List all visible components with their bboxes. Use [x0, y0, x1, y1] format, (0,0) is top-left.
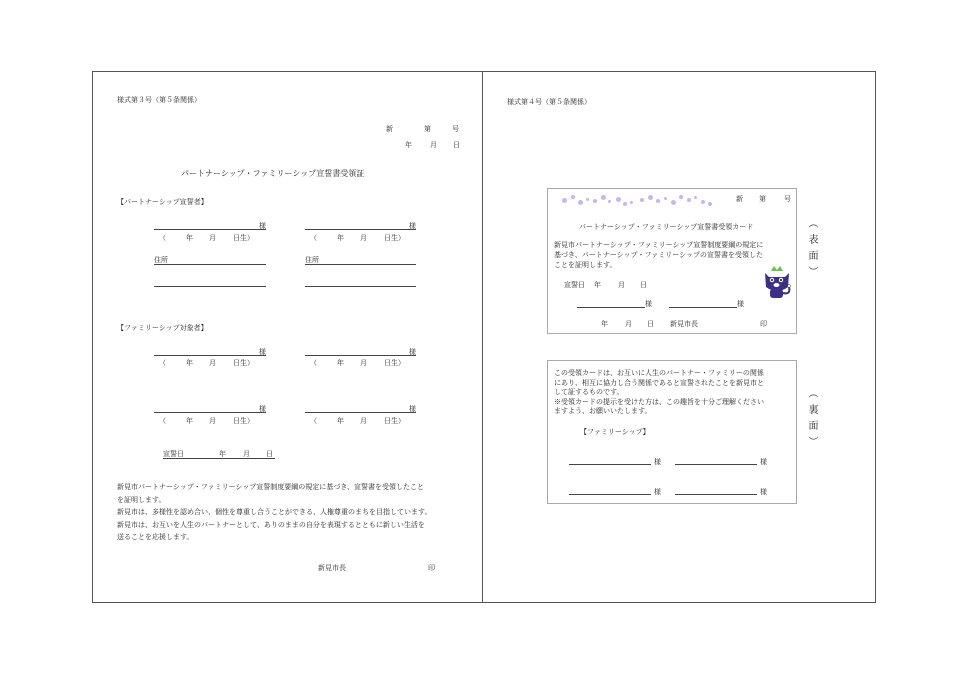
birth-open: （	[310, 359, 317, 367]
birth-open: （	[310, 234, 317, 242]
back-paragraph	[554, 369, 764, 417]
birth-year: 年	[337, 359, 344, 367]
back-side-label: （裏面）	[806, 388, 817, 452]
birth-day: 日生）	[233, 417, 254, 425]
decorative-dot	[648, 195, 653, 200]
back-card	[547, 360, 797, 504]
reg-go: 号	[784, 195, 791, 203]
decorative-dot	[616, 197, 621, 202]
sama: 様	[760, 458, 767, 466]
reg-new: 新	[386, 125, 393, 133]
address-label: 住所	[305, 256, 319, 264]
reg-go: 号	[452, 125, 459, 133]
oath-year: 年	[594, 281, 601, 289]
reg-dai: 第	[424, 125, 431, 133]
date-month: 月	[430, 141, 437, 149]
oath-month: 月	[618, 281, 625, 289]
birth-day: 日生）	[384, 417, 405, 425]
certificate-paragraph	[117, 481, 431, 544]
sama: 様	[259, 348, 266, 356]
decorative-dot	[623, 202, 627, 206]
paragraph-line: にあり、相互に協力し合う関係であると宣誓されたことを新見市と	[554, 378, 764, 387]
form-number-4: 様式第４号（第５条関係）	[507, 98, 591, 106]
sama: 様	[737, 300, 744, 308]
seal-label: 印	[760, 320, 767, 328]
birth-month: 月	[209, 417, 216, 425]
birth-month: 月	[360, 359, 367, 367]
mayor-label: 新見市長	[318, 564, 346, 572]
card-paragraph	[554, 240, 763, 270]
reg-new: 新	[736, 195, 743, 203]
birth-year: 年	[186, 359, 193, 367]
issue-year: 年	[601, 320, 608, 328]
decorative-dot	[701, 200, 705, 204]
birth-open: （	[159, 417, 166, 425]
decorative-dot	[708, 202, 712, 206]
front-card	[547, 188, 797, 334]
sama: 様	[654, 458, 661, 466]
card-title: パートナーシップ・ファミリーシップ宣誓書受領カード	[579, 223, 754, 231]
decorative-dot	[656, 199, 660, 203]
birth-year: 年	[337, 417, 344, 425]
front-side-label: （表面）	[806, 218, 817, 282]
oath-date-label: 宣誓日	[564, 281, 585, 289]
birth-year: 年	[186, 417, 193, 425]
paragraph-line: 基づき、パートナーシップ・ファミリーシップの宣誓書を受領した	[554, 251, 764, 259]
oath-month: 月	[243, 450, 250, 458]
decorative-dot	[630, 201, 633, 204]
sama: 様	[409, 348, 416, 356]
birth-day: 日生）	[233, 234, 254, 242]
date-day: 日	[453, 141, 460, 149]
birth-open: （	[159, 234, 166, 242]
sama: 様	[654, 488, 661, 496]
decorative-dot	[640, 198, 644, 202]
address-label: 住所	[154, 256, 168, 264]
paragraph-line: 新見市パートナーシップ・ファミリーシップ宣誓制度要綱の規定に基づき、宣誓書を受領したこと	[117, 483, 425, 491]
date-year: 年	[405, 141, 412, 149]
page-divider	[482, 71, 483, 603]
paragraph-line: して証するものです。	[554, 388, 624, 397]
oath-date-label: 宣誓日	[163, 450, 184, 458]
birth-year: 年	[337, 234, 344, 242]
decorative-dot	[687, 198, 691, 202]
decorative-dot	[664, 197, 667, 200]
birth-year: 年	[186, 234, 193, 242]
paragraph-line: 新見市は、多様性を認め合い、個性を尊重し合うことができる、人権尊重のまちを目指しています。	[117, 508, 432, 516]
decorative-dot	[586, 198, 589, 201]
reg-dai: 第	[759, 195, 766, 203]
form-number: 様式第３号（第５条関係）	[117, 96, 201, 104]
mascot-icon	[761, 265, 795, 301]
decorative-dot	[608, 200, 611, 203]
paragraph-line: 新見市は、お互いを人生のパートナーとして、ありのままの自分を表現するとともに新しい生活を	[117, 520, 425, 529]
birth-month: 月	[209, 359, 216, 367]
issue-month: 月	[625, 320, 632, 328]
birth-month: 月	[209, 234, 216, 242]
paragraph-line: ※受領カードの提示を受けた方は、この趣旨を十分ご理解ください	[554, 397, 764, 406]
decorative-dot	[571, 195, 575, 199]
birth-open: （	[159, 359, 166, 367]
paragraph-line: ことを証明します。	[554, 261, 617, 269]
oath-day: 日	[640, 281, 647, 289]
birth-month: 月	[360, 417, 367, 425]
section-partner: 【パートナーシップ宣誓者】	[117, 198, 208, 206]
oath-year: 年	[219, 450, 226, 458]
sama: 様	[760, 488, 767, 496]
sama: 様	[259, 405, 266, 413]
paragraph-line: ますよう、お願いいたします。	[554, 407, 652, 416]
sama: 様	[645, 300, 652, 308]
paragraph-line: 新見市パートナーシップ・ファミリーシップ宣誓制度要綱の規定に	[554, 241, 764, 249]
birth-month: 月	[360, 234, 367, 242]
decorative-dot	[601, 195, 606, 200]
birth-day: 日生）	[233, 359, 254, 367]
paragraph-line: この受領カードは、お互いに人生のパートナー・ファミリーの関係	[554, 369, 764, 377]
document-title: パートナーシップ・ファミリーシップ宣誓書受領証	[181, 169, 365, 178]
decorative-dot	[679, 195, 683, 199]
decorative-dot	[562, 198, 567, 203]
oath-day: 日	[266, 450, 273, 458]
birth-day: 日生）	[384, 359, 405, 367]
sama: 様	[409, 405, 416, 413]
decorative-dot	[578, 200, 583, 205]
seal-label: 印	[428, 564, 435, 572]
birth-day: 日生）	[384, 234, 405, 242]
section-family: 【ファミリーシップ対象者】	[117, 324, 208, 332]
paragraph-line: 送ることを応援します。	[117, 533, 194, 541]
issue-day: 日	[647, 320, 654, 328]
sama: 様	[259, 222, 266, 230]
birth-open: （	[310, 417, 317, 425]
decorative-dot	[671, 200, 676, 205]
mayor-label: 新見市長	[670, 320, 698, 328]
paragraph-line: を証明します。	[117, 495, 166, 504]
decorative-dot	[593, 199, 597, 203]
section-family: 【ファミリーシップ】	[580, 428, 650, 436]
sama: 様	[409, 222, 416, 230]
decorative-dot	[694, 196, 697, 199]
